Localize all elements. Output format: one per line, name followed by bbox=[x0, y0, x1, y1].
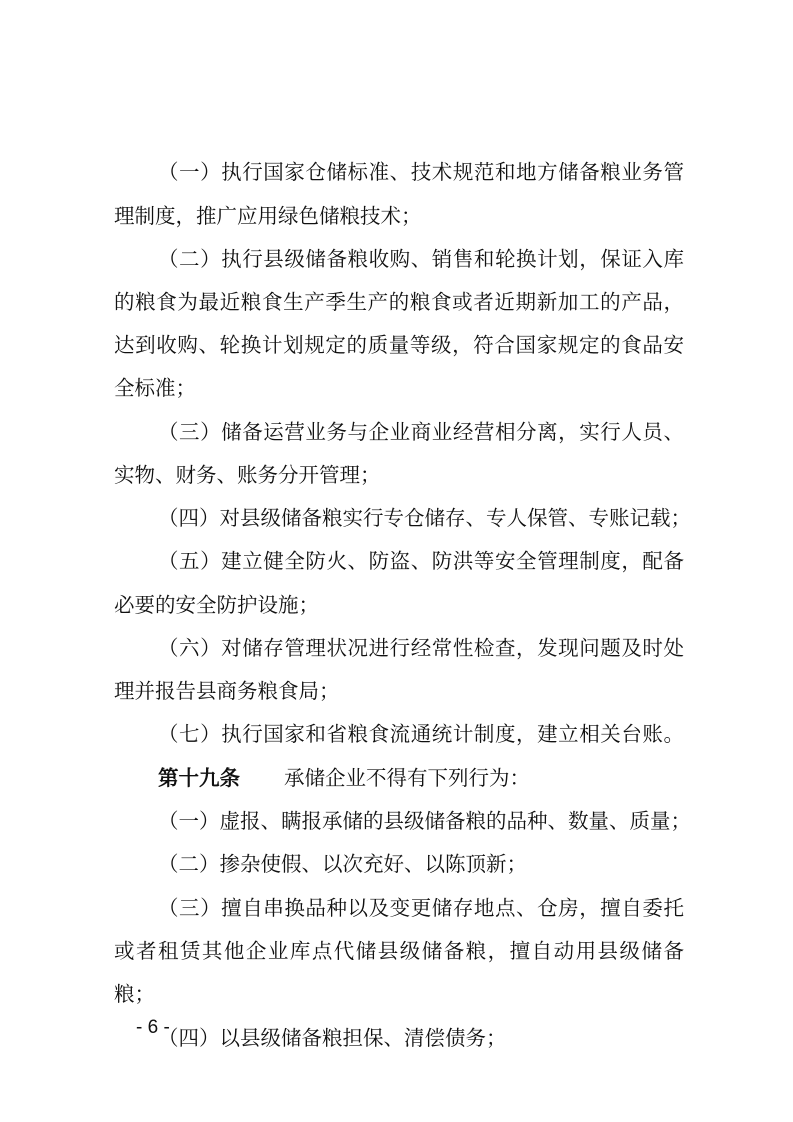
paragraph-line: （三）擅自串换品种以及变更储存地点、仓房，擅自委托 bbox=[158, 896, 684, 920]
paragraph-line: （一）执行国家仓储标准、技术规范和地方储备粮业务管 bbox=[158, 160, 684, 184]
paragraph-line: 全标准； bbox=[114, 376, 196, 400]
paragraph-line: 的粮食为最近粮食生产季生产的粮食或者近期新加工的产品， bbox=[114, 290, 684, 314]
paragraph-line: （三）储备运营业务与企业商业经营相分离，实行人员、 bbox=[158, 420, 684, 444]
paragraph-line: （七）执行国家和省粮食流通统计制度，建立相关台账。 bbox=[158, 722, 684, 746]
paragraph-line: （二）执行县级储备粮收购、销售和轮换计划，保证入库 bbox=[158, 247, 684, 271]
paragraph-line: （六）对储存管理状况进行经常性检查，发现问题及时处 bbox=[158, 636, 684, 660]
article-line bbox=[158, 764, 684, 792]
paragraph-line: （四）对县级储备粮实行专仓储存、专人保管、专账记载； bbox=[158, 506, 691, 530]
paragraph-line: 达到收购、轮换计划规定的质量等级，符合国家规定的食品安 bbox=[114, 333, 684, 357]
paragraph-line: 理制度，推广应用绿色储粮技术； bbox=[114, 204, 422, 228]
paragraph-line: 或者租赁其他企业库点代储县级储备粮，擅自动用县级储备 bbox=[114, 939, 684, 963]
paragraph-line: （五）建立健全防火、防盗、防洪等安全管理制度，配备 bbox=[158, 549, 684, 573]
paragraph-line: 必要的安全防护设施； bbox=[114, 593, 319, 617]
paragraph-line: 粮； bbox=[114, 982, 155, 1006]
article-heading: 第十九条 bbox=[158, 766, 240, 790]
page-number: - 6 - bbox=[136, 1017, 170, 1038]
paragraph-line: 理并报告县商务粮食局； bbox=[114, 679, 340, 703]
article-text: 承储企业不得有下列行为： bbox=[284, 766, 530, 790]
paragraph-line: 实物、财务、账务分开管理； bbox=[114, 463, 381, 487]
paragraph-line: （一）虚报、瞒报承储的县级储备粮的品种、数量、质量； bbox=[158, 809, 691, 833]
paragraph-line: （四）以县级储备粮担保、清偿债务； bbox=[158, 1026, 507, 1050]
paragraph-line: （二）掺杂使假、以次充好、以陈顶新； bbox=[158, 852, 527, 876]
